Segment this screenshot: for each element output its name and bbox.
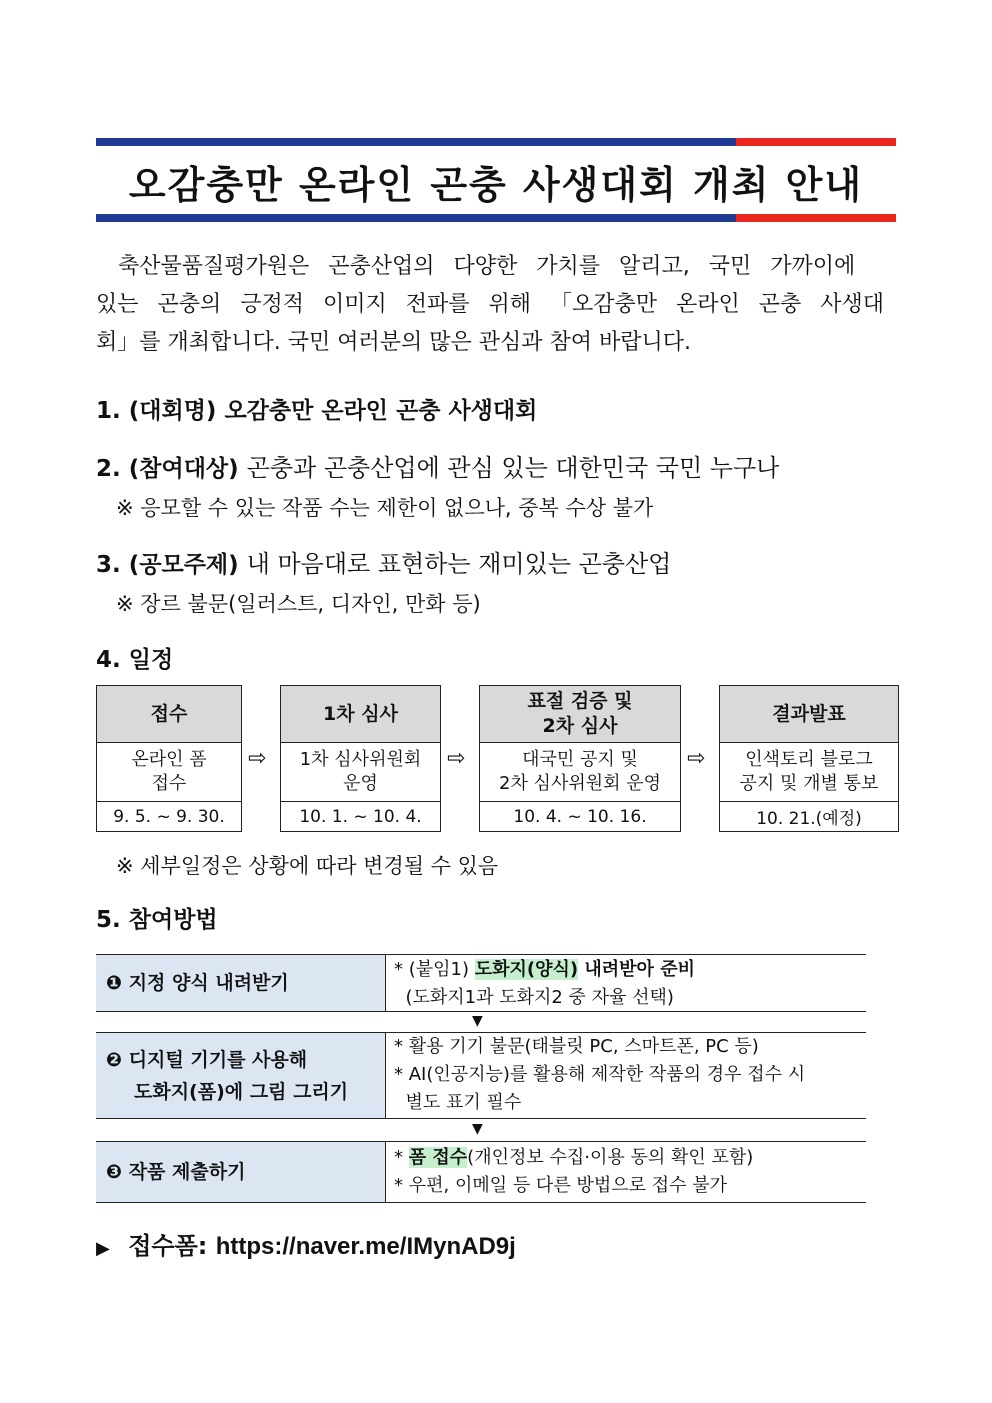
schedule-arrow-icon: ⇨ — [687, 746, 706, 771]
section-3-label: (공모주제) — [128, 552, 239, 578]
section-4-heading — [96, 641, 173, 674]
schedule-body: 1차 심사위원회 운영 — [281, 743, 440, 802]
intro-paragraph — [96, 248, 896, 362]
section-3-note: ※ 장르 불문(일러스트, 디자인, 만화 등) — [116, 592, 481, 616]
step-1-title: ❶ 지정 양식 내려받기 — [96, 955, 386, 1011]
section-1-label: (대회명) — [128, 398, 217, 424]
schedule-arrow-icon: ⇨ — [447, 746, 466, 771]
title-bottom-bar — [96, 214, 896, 222]
highlight: 폼 접수 — [408, 1147, 468, 1168]
section-1-text: 오감충만 온라인 곤충 사생대회 — [224, 398, 538, 424]
form-url-link[interactable]: https://naver.me/IMynAD9j — [215, 1233, 516, 1260]
intro-line-1: 축산물품질평가원은 곤충산업의 다양한 가치를 알리고, 국민 가까이에 — [118, 254, 856, 279]
section-2-label: (참여대상) — [128, 456, 239, 482]
section-1-heading — [96, 392, 537, 425]
schedule-date: 10. 21.(예정) — [756, 809, 862, 829]
schedule-head: 표절 검증 및 2차 심사 — [480, 686, 680, 743]
schedule-head: 접수 — [97, 686, 241, 743]
step-2-title: ❷ 디지털 기기를 사용해 도화지(폼)에 그림 그리기 — [96, 1033, 386, 1118]
title-top-bar — [96, 138, 896, 146]
schedule-box-second-review — [479, 685, 681, 832]
section-3-text: 내 마음대로 표현하는 재미있는 곤충산업 — [246, 550, 672, 578]
section-5-label: 참여방법 — [128, 907, 218, 933]
schedule-arrow-icon: ⇨ — [248, 746, 267, 771]
play-marker-icon: ▶ — [96, 1238, 110, 1259]
section-4-label: 일정 — [128, 647, 174, 673]
intro-line-3: 회」를 개최합니다. 국민 여러분의 많은 관심과 참여 바랍니다. — [96, 330, 691, 355]
footer-label: 접수폼: — [128, 1232, 208, 1260]
schedule-date: 10. 4. ~ 10. 16. — [513, 806, 647, 827]
step-2-details: * 활용 기기 불문(태블릿 PC, 스마트폰, PC 등) * AI(인공지능)를 활용해 제작한 작품의 경우 접수 시 별도 표기 필수 — [394, 1036, 806, 1113]
schedule-box-first-review — [280, 685, 441, 832]
down-arrow-icon: ▼ — [472, 1121, 483, 1137]
schedule-box-results — [719, 685, 899, 832]
step-3-row — [96, 1141, 866, 1203]
section-5-heading — [96, 901, 218, 934]
highlight: 도화지(양식) — [474, 959, 579, 980]
down-arrow-icon: ▼ — [472, 1013, 483, 1029]
schedule-body: 인색토리 블로그 공지 및 개별 통보 — [720, 743, 898, 802]
schedule-date: 9. 5. ~ 9. 30. — [113, 806, 225, 827]
section-4-note: ※ 세부일정은 상황에 따라 변경될 수 있음 — [116, 854, 499, 878]
section-5-number: 5. — [96, 907, 121, 933]
section-2-number: 2. — [96, 456, 121, 482]
section-2-heading — [96, 448, 779, 483]
section-3-number: 3. — [96, 552, 121, 578]
step-1-details: * (붙임1) 도화지(양식) 내려받아 준비 (도화지1과 도화지2 중 자율 선택) — [394, 959, 695, 1008]
step-3-title: ❸ 작품 제출하기 — [96, 1142, 386, 1202]
schedule-head: 1차 심사 — [281, 686, 440, 743]
step-1-row — [96, 954, 866, 1012]
step-3-details: * 폼 접수(개인정보 수집·이용 동의 확인 포함) * 우편, 이메일 등 다른 방법으로 접수 불가 — [394, 1147, 754, 1196]
section-1-number: 1. — [96, 398, 121, 424]
section-2-text: 곤충과 곤충산업에 관심 있는 대한민국 국민 누구나 — [246, 454, 780, 482]
schedule-head: 결과발표 — [720, 686, 898, 743]
section-4-number: 4. — [96, 647, 121, 673]
schedule-date: 10. 1. ~ 10. 4. — [299, 806, 422, 827]
section-2-note: ※ 응모할 수 있는 작품 수는 제한이 없으나, 중복 수상 불가 — [116, 496, 654, 520]
section-3-heading — [96, 544, 671, 579]
schedule-body: 대국민 공지 및 2차 심사위원회 운영 — [480, 743, 680, 802]
schedule-body: 온라인 폼 접수 — [97, 743, 241, 802]
page-title: 오감충만 온라인 곤충 사생대회 개최 안내 — [128, 163, 864, 207]
schedule-box-reception — [96, 685, 242, 832]
step-2-row — [96, 1032, 866, 1119]
intro-line-2: 있는 곤충의 긍정적 이미지 전파를 위해 「오감충만 온라인 곤충 사생대 — [96, 292, 884, 317]
footer-link-line — [96, 1226, 516, 1261]
